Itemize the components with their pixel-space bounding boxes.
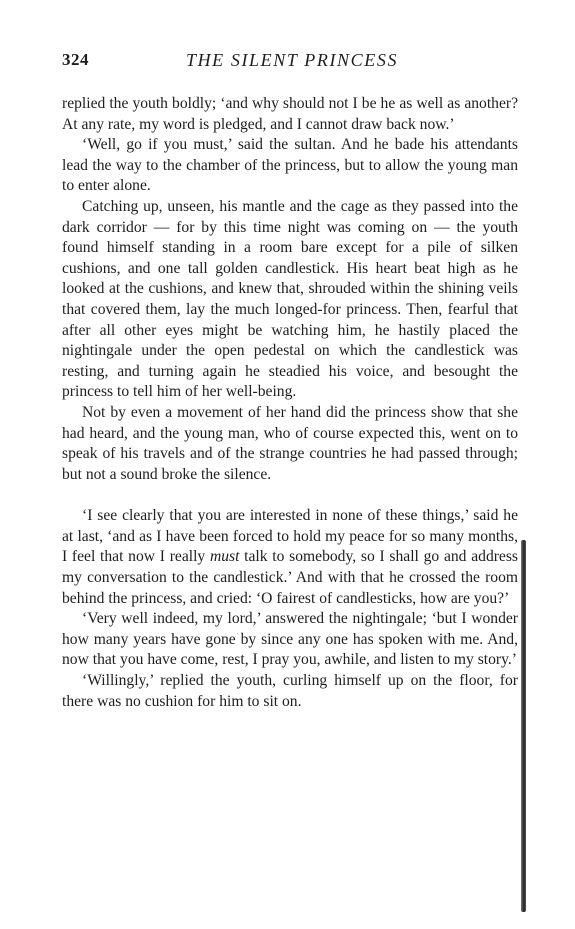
paragraph-3: Catching up, unseen, his mantle and the cage as they passed into the dark corridor — for by this time night was coming on — the youth found himself standing in a room bare except for a pile of silken cushions, and one tall golden candlestick. His heart beat high as he looked at the cushions, and knew that, shrouded within the shining veils that covered them, lay the much longed-for princess. Then, fearful that after all other eyes might be watching him, he hastily placed the nightingale under the open pedestal on which the candlestick was resting, and turning again he steadied his voice, and besought the princess to tell him of her well-being. xyxy=(62,197,518,401)
page-edge-shadow xyxy=(521,540,526,912)
paragraph-5-text-a: ‘I see clearly that you are interested in none of these things,’ said he at last, ‘and as I have been forced to hold my peace for so many months, I feel that now I really xyxy=(62,507,518,566)
paragraph-6: ‘Very well indeed, my lord,’ answered the nightingale; ‘but I wonder how many years have gone by since any one has spoken with me. And, now that you have come, rest, I pray you, awhile, and listen to my story.’ xyxy=(62,610,518,669)
running-title: THE SILENT PRINCESS xyxy=(185,50,399,70)
page-number: 324 xyxy=(62,50,89,69)
paragraph-5 xyxy=(62,506,518,609)
page-header xyxy=(62,50,522,76)
section-gap xyxy=(62,485,518,506)
body-text xyxy=(62,94,518,712)
paragraph-1: replied the youth boldly; ‘and why should not I be he as well as another? At any rate, my word is pledged, and I cannot draw back now.’ xyxy=(62,95,518,133)
paragraph-7: ‘Willingly,’ replied the youth, curling himself up on the floor, for there was no cushion for him to sit on. xyxy=(62,672,518,710)
paragraph-5-emphasis: must xyxy=(209,548,240,566)
paragraph-5-text-b: talk to somebody, so I shall go and address my conversation to the candlestick.’ And with that he crossed the room behind the princess, and cried: ‘O fairest of candlesticks, how are you?’ xyxy=(62,548,518,607)
paragraph-4: Not by even a movement of her hand did the princess show that she had heard, and the young man, who of course expected this, went on to speak of his travels and of the strange countries he had passed through; but not a sound broke the silence. xyxy=(62,403,518,483)
paragraph-2: ‘Well, go if you must,’ said the sultan. And he bade his attendants lead the way to the chamber of the princess, but to allow the young man to enter alone. xyxy=(62,136,518,195)
